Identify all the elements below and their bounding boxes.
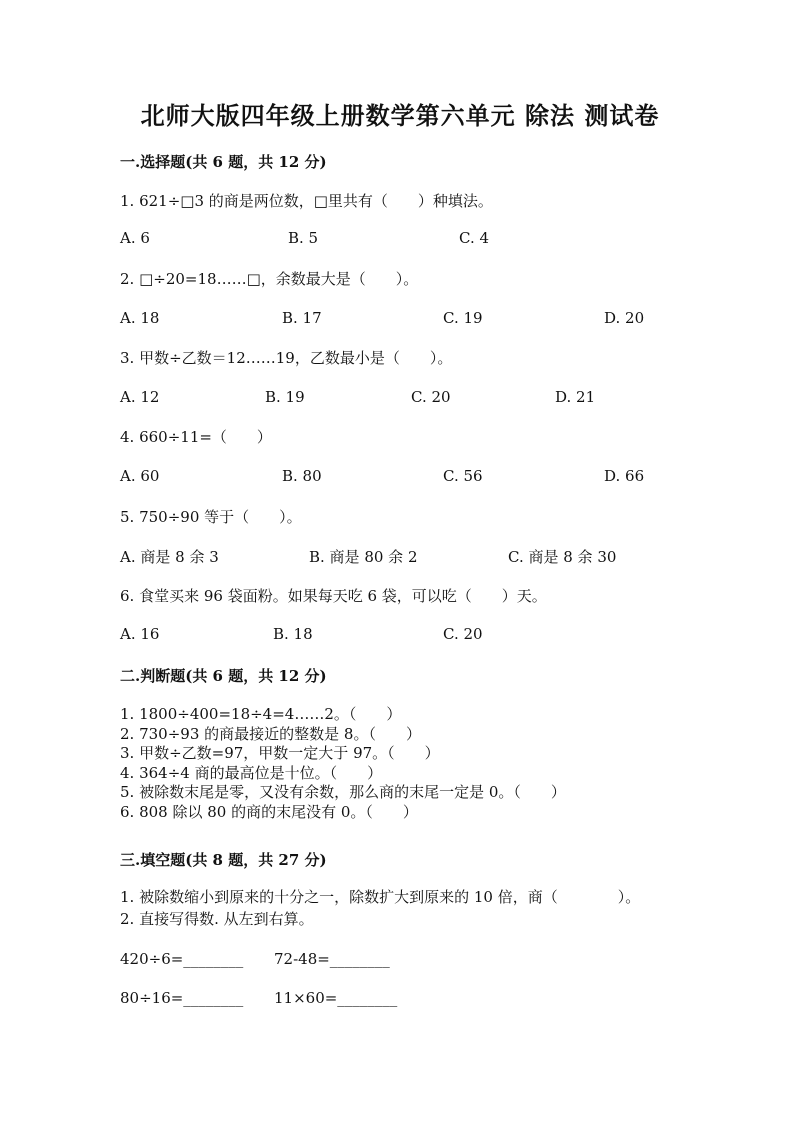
question-text: 4. 660÷11=（ ） xyxy=(120,428,272,446)
option-b: B. 17 xyxy=(282,309,322,327)
fill-blank-list xyxy=(120,886,640,930)
question-text: 3. 甲数÷乙数＝12……19，乙数最小是（ ）。 xyxy=(120,349,453,367)
question-text: 2. □÷20=18……□，余数最大是（ ）。 xyxy=(120,270,419,288)
calc-item: 72-48=________ xyxy=(274,950,390,968)
option-c: C. 20 xyxy=(411,388,451,406)
option-d: D. 20 xyxy=(604,309,645,327)
option-a: A. 16 xyxy=(120,625,160,643)
option-c: C. 20 xyxy=(443,625,483,643)
option-d: D. 66 xyxy=(604,467,645,485)
list-item: 2. 730÷93 的商最接近的整数是 8。（ ） xyxy=(120,724,421,743)
section-heading-choice: 一.选择题(共 6 题，共 12 分) xyxy=(120,153,327,171)
option-a: A. 12 xyxy=(120,388,160,406)
option-b: B. 商是 80 余 2 xyxy=(309,548,418,566)
section-heading-fill-blank: 三.填空题(共 8 题，共 27 分) xyxy=(120,851,327,869)
option-b: B. 5 xyxy=(288,229,319,247)
calc-item: 11×60=________ xyxy=(274,989,398,1007)
question-text: 1. 621÷□3 的商是两位数，□里共有（ ）种填法。 xyxy=(120,192,493,210)
list-item: 4. 364÷4 商的最高位是十位。（ ） xyxy=(120,763,383,782)
list-item: 1. 1800÷400=18÷4=4……2。（ ） xyxy=(120,705,402,723)
option-c: C. 56 xyxy=(443,467,483,485)
option-a: A. 60 xyxy=(120,467,160,485)
option-a: A. 18 xyxy=(120,309,160,327)
list-item: 5. 被除数末尾是零，又没有余数，那么商的末尾一定是 0。（ ） xyxy=(120,783,566,801)
question-text: 6. 食堂买来 96 袋面粉。如果每天吃 6 袋，可以吃（ ）天。 xyxy=(120,587,547,605)
option-a: A. 6 xyxy=(120,229,150,247)
true-false-list xyxy=(120,705,566,822)
calc-item: 80÷16=________ xyxy=(120,989,244,1007)
list-item: 3. 甲数÷乙数=97，甲数一定大于 97。（ ） xyxy=(120,744,440,762)
question-text: 5. 750÷90 等于（ ）。 xyxy=(120,508,302,526)
list-item: 1. 被除数缩小到原来的十分之一，除数扩大到原来的 10 倍，商（ ）。 xyxy=(120,888,641,906)
list-item: 2. 直接写得数. 从左到右算。 xyxy=(120,910,314,928)
option-a: A. 商是 8 余 3 xyxy=(120,548,219,566)
list-item: 6. 808 除以 80 的商的末尾没有 0。（ ） xyxy=(120,802,418,821)
option-b: B. 19 xyxy=(265,388,305,406)
option-d: D. 21 xyxy=(555,388,596,406)
option-c: C. 19 xyxy=(443,309,483,327)
page-title: 北师大版四年级上册数学第六单元 除法 测试卷 xyxy=(140,101,660,130)
section-heading-true-false: 二.判断题(共 6 题，共 12 分) xyxy=(120,667,327,685)
option-c: C. 4 xyxy=(459,229,490,247)
calc-item: 420÷6=________ xyxy=(120,950,244,968)
option-c: C. 商是 8 余 30 xyxy=(508,548,617,566)
option-b: B. 18 xyxy=(273,625,313,643)
option-b: B. 80 xyxy=(282,467,322,485)
